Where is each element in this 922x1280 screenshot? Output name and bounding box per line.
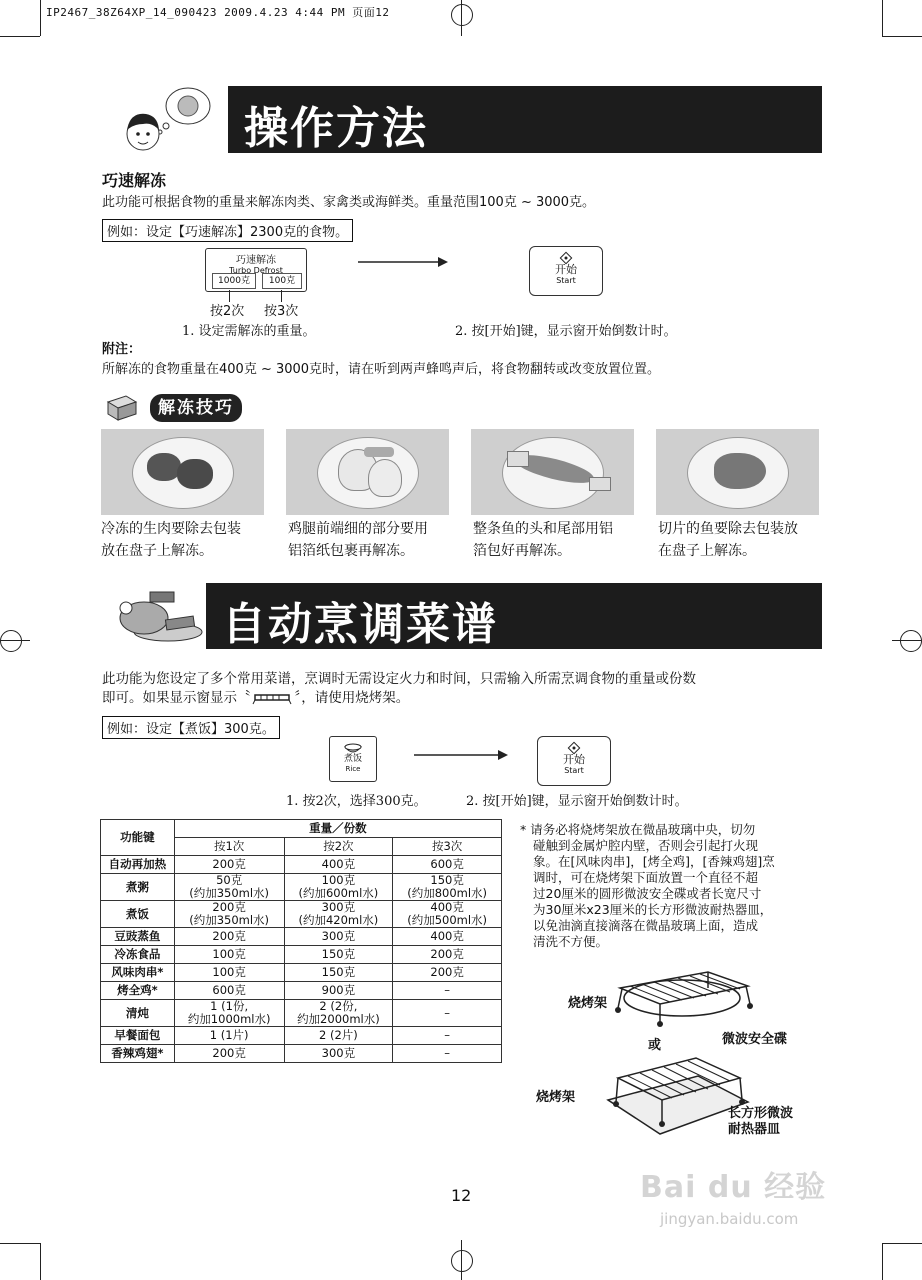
water-amount: (约加350ml水) xyxy=(189,913,270,927)
water-amount: (约加600ml水) xyxy=(298,886,379,900)
start-label-en: Start xyxy=(564,766,584,775)
example-box-defrost: 例如：设定【巧速解冻】2300克的食物。 xyxy=(102,219,353,242)
label-line: 长方形微波 xyxy=(728,1106,794,1121)
weight-value: 200克 xyxy=(212,1046,246,1060)
pointer-line xyxy=(229,290,230,302)
start-button[interactable] xyxy=(529,246,603,296)
start-button[interactable] xyxy=(537,736,611,786)
crop-mark xyxy=(40,0,41,36)
table-row xyxy=(101,946,502,964)
weight-value: 200克 xyxy=(212,929,246,943)
weight-value: 300克 xyxy=(321,929,356,943)
weight-cell xyxy=(284,946,393,964)
label-rectangular-dish xyxy=(728,1106,793,1138)
table-row xyxy=(101,856,502,874)
water-amount: 约加1000ml水) xyxy=(187,1012,271,1026)
weight-cell xyxy=(393,946,502,964)
description-part: 〞，请使用烧烤架。 xyxy=(294,690,410,706)
tip-caption-chicken-legs xyxy=(288,518,428,562)
grill-rack-display-icon xyxy=(251,692,295,704)
weight-100g-button[interactable]: 100克 xyxy=(262,273,302,289)
column-header-function-key: 功能键 xyxy=(101,820,175,856)
tip-caption-line: 放在盘子上解冻。 xyxy=(101,543,213,559)
weight-cell xyxy=(174,1045,284,1063)
function-key-cell: 清炖 xyxy=(101,1000,175,1027)
weight-value: 1 (1份, xyxy=(210,999,249,1013)
registration-mark xyxy=(451,1250,473,1272)
rice-bowl-icon xyxy=(330,740,376,754)
page-title: 操作方法 xyxy=(244,103,428,154)
crop-mark xyxy=(882,1243,922,1244)
weight-cell xyxy=(174,874,284,901)
tip-caption-line: 切片的鱼要除去包装放 xyxy=(658,521,798,537)
arrow-icon xyxy=(414,747,508,761)
weight-cell xyxy=(393,964,502,982)
example-box-rice: 例如：设定【煮饭】300克。 xyxy=(102,716,280,739)
tip-caption-fish-slice xyxy=(658,518,798,562)
weight-cell xyxy=(284,856,393,874)
tip-photo-raw-meat xyxy=(101,429,264,515)
turbo-defrost-description: 此功能可根据食物的重量来解冻肉类、家禽类或海鲜类。重量范围100克 ~ 3000克。 xyxy=(102,195,596,210)
weight-value: 600克 xyxy=(430,857,464,871)
weight-value: 600克 xyxy=(212,983,246,997)
weight-value: 400克 xyxy=(430,929,464,943)
auto-cook-description-line2 xyxy=(102,689,409,708)
tip-photo-chicken-legs xyxy=(286,429,449,515)
table-row xyxy=(101,874,502,901)
defrost-tips-title: 解冻技巧 xyxy=(150,394,242,422)
weight-cell xyxy=(284,1045,393,1063)
panel-title: 巧速解冻 xyxy=(236,255,276,266)
start-diamond-icon xyxy=(538,740,610,754)
note-line: 象。在[风味肉串]，[烤全鸡]，[香辣鸡翅]烹 xyxy=(533,854,775,869)
weight-cell xyxy=(174,964,284,982)
weight-1000g-button[interactable]: 1000克 xyxy=(212,273,256,289)
weight-cell xyxy=(174,856,284,874)
weight-value: 400克 xyxy=(321,857,356,871)
start-label-cn: 开始 xyxy=(555,263,577,276)
weight-cell xyxy=(174,1000,284,1027)
tip-caption-line: 铝箔纸包裹再解冻。 xyxy=(288,543,414,559)
weight-value: 150克 xyxy=(430,873,464,887)
label-microwave-safe-dish: 微波安全碟 xyxy=(722,1032,788,1047)
tip-caption-line: 箔包好再解冻。 xyxy=(473,543,571,559)
weight-cell xyxy=(174,946,284,964)
arrow-icon xyxy=(358,254,448,268)
page-number: 12 xyxy=(451,1186,472,1205)
rice-label-en: Rice xyxy=(345,765,361,773)
tip-caption-line: 鸡腿前端细的部分要用 xyxy=(288,521,428,537)
step1-text: 1. 按2次，选择300克。 xyxy=(286,794,427,809)
weight-value: – xyxy=(444,1028,450,1042)
panel-subtitle: Turbo Defrost xyxy=(229,266,283,275)
weight-cell xyxy=(174,928,284,946)
section-title-auto-cook: 自动烹调菜谱 xyxy=(222,599,498,650)
tip-caption-raw-meat xyxy=(101,518,241,562)
note-line: 清洗不方便。 xyxy=(533,934,609,949)
function-key-cell: 煮饭 xyxy=(101,901,175,928)
note-line: 以免油滴直接滴落在微晶玻璃上面，造成 xyxy=(533,918,759,933)
weight-cell xyxy=(393,1000,502,1027)
tip-caption-line: 整条鱼的头和尾部用铝 xyxy=(473,521,613,537)
crop-mark xyxy=(882,36,922,37)
weight-value: 100克 xyxy=(212,965,246,979)
crop-mark xyxy=(40,1243,41,1280)
column-header-press: 按2次 xyxy=(284,838,393,856)
tip-photo-whole-fish xyxy=(471,429,634,515)
crop-mark xyxy=(0,36,40,37)
weight-cell xyxy=(393,1045,502,1063)
weight-cell xyxy=(284,982,393,1000)
label-grill-rack: 烧烤架 xyxy=(568,996,608,1011)
weight-value: 150克 xyxy=(321,965,356,979)
tip-caption-line: 在盘子上解冻。 xyxy=(658,543,756,559)
crop-mark xyxy=(461,1240,462,1280)
weight-value: 300克 xyxy=(321,1046,356,1060)
water-amount: (约加800ml水) xyxy=(407,886,488,900)
note-label: 附注： xyxy=(102,342,142,357)
note-line: 碰触到金属炉腔内壁，否则会引起打火现 xyxy=(533,838,759,853)
table-row xyxy=(101,901,502,928)
registration-mark xyxy=(900,630,922,652)
weight-cell xyxy=(393,928,502,946)
note-line: 调时，可在烧烤架下面放置一个直径不超 xyxy=(533,870,759,885)
weight-cell xyxy=(393,982,502,1000)
weight-value: 400克 xyxy=(430,900,464,914)
table-row xyxy=(101,1045,502,1063)
weight-cell xyxy=(284,874,393,901)
press-twice-label: 按2次 xyxy=(210,304,245,319)
section-header-operation xyxy=(228,86,822,153)
table-row xyxy=(101,1027,502,1045)
weight-cell xyxy=(284,964,393,982)
column-header-press: 按1次 xyxy=(174,838,284,856)
function-key-cell: 煮粥 xyxy=(101,874,175,901)
baidu-watermark-logo xyxy=(640,1162,830,1208)
label-line: 耐热器皿 xyxy=(728,1122,781,1137)
description-part: 即可。如果显示窗显示〝 xyxy=(102,690,251,706)
subtitle-turbo-defrost: 巧速解冻 xyxy=(102,171,167,190)
defrost-note: 所解冻的食物重量在400克 ~ 3000克时，请在听到两声蜂鸣声后，将食物翻转或改变放置位置。 xyxy=(102,362,661,377)
function-key-cell: 香辣鸡翅* xyxy=(101,1045,175,1063)
turbo-defrost-panel[interactable] xyxy=(205,248,307,292)
print-header: IP2467_38Z64XP_14_090423 2009.4.23 4:44 PM 页面12 xyxy=(46,6,390,19)
weight-value: 900克 xyxy=(321,983,356,997)
water-amount: (约加420ml水) xyxy=(298,913,379,927)
grill-rack-note xyxy=(520,822,775,950)
function-key-cell: 自动再加热 xyxy=(101,856,175,874)
weight-cell xyxy=(393,856,502,874)
weight-value: 100克 xyxy=(321,873,356,887)
weight-cell xyxy=(174,982,284,1000)
registration-mark xyxy=(451,4,473,26)
weight-cell xyxy=(284,901,393,928)
start-label-cn: 开始 xyxy=(563,753,585,766)
tip-caption-whole-fish xyxy=(473,518,613,562)
step2-text: 2. 按[开始]键，显示窗开始倒数计时。 xyxy=(466,794,688,809)
weight-cell xyxy=(174,901,284,928)
registration-mark xyxy=(0,630,22,652)
ice-cube-icon xyxy=(104,392,138,422)
table-row xyxy=(101,964,502,982)
weight-value: – xyxy=(444,1046,450,1060)
weight-cell xyxy=(393,874,502,901)
crop-mark xyxy=(461,0,462,36)
weight-value: 200克 xyxy=(212,857,246,871)
rice-label-cn: 煮饭 xyxy=(343,754,362,764)
weight-value: – xyxy=(444,983,450,997)
water-amount: (约加350ml水) xyxy=(189,886,270,900)
note-line: 为30厘米x23厘米的长方形微波耐热器皿， xyxy=(533,902,773,917)
water-amount: 约加2000ml水) xyxy=(297,1012,380,1026)
function-key-cell: 冷冻食品 xyxy=(101,946,175,964)
crop-mark xyxy=(0,1243,40,1244)
tip-caption-line: 冷冻的生肉要除去包装 xyxy=(101,521,241,537)
weight-cell xyxy=(393,901,502,928)
weight-value: 2 (2片) xyxy=(319,1028,358,1042)
tip-photo-fish-slice xyxy=(656,429,819,515)
step1-text: 1. 设定需解冻的重量。 xyxy=(182,324,316,339)
start-diamond-icon xyxy=(530,250,602,264)
crop-mark xyxy=(882,1243,883,1280)
note-line: 过20厘米的圆形微波安全碟或者长宽尺寸 xyxy=(533,886,762,901)
pointer-line xyxy=(281,290,282,302)
table-row xyxy=(101,928,502,946)
table-row xyxy=(101,982,502,1000)
watermark-brand: Bai du 经验 xyxy=(640,1170,827,1205)
weight-value: 50克 xyxy=(216,873,243,887)
start-label-en: Start xyxy=(556,276,576,285)
function-key-cell: 风味肉串* xyxy=(101,964,175,982)
weight-cell xyxy=(174,1027,284,1045)
note-line: * 请务必将烧烤架放在微晶玻璃中央，切勿 xyxy=(520,822,756,837)
weight-cell xyxy=(393,1027,502,1045)
crop-mark xyxy=(892,640,922,641)
label-grill-rack: 烧烤架 xyxy=(536,1090,576,1105)
weight-cell xyxy=(284,1027,393,1045)
function-key-cell: 豆豉蒸鱼 xyxy=(101,928,175,946)
chef-mascot-icon xyxy=(118,84,228,154)
water-amount: (约加500ml水) xyxy=(407,913,488,927)
auto-cook-weight-table xyxy=(100,819,502,1063)
column-header-press: 按3次 xyxy=(393,838,502,856)
rice-button[interactable] xyxy=(329,736,377,782)
weight-value: 150克 xyxy=(321,947,356,961)
table-row xyxy=(101,1000,502,1027)
auto-cook-description-line1: 此功能为您设定了多个常用菜谱，烹调时无需设定火力和时间，只需输入所需烹调食物的重量或份数 xyxy=(102,671,696,687)
weight-value: 300克 xyxy=(321,900,356,914)
watermark-url: jingyan.baidu.com xyxy=(660,1210,799,1228)
weight-value: 200克 xyxy=(212,900,246,914)
crop-mark xyxy=(0,640,30,641)
weight-value: 100克 xyxy=(212,947,246,961)
column-header-weight-servings: 重量／份数 xyxy=(174,820,501,838)
weight-cell xyxy=(284,1000,393,1027)
crop-mark xyxy=(882,0,883,36)
function-key-cell: 早餐面包 xyxy=(101,1027,175,1045)
step2-text: 2. 按[开始]键，显示窗开始倒数计时。 xyxy=(455,324,677,339)
function-key-cell: 烤全鸡* xyxy=(101,982,175,1000)
weight-value: 1 (1片) xyxy=(209,1028,249,1042)
weight-value: 200克 xyxy=(430,947,464,961)
weight-cell xyxy=(284,928,393,946)
weight-value: 2 (2份, xyxy=(319,999,358,1013)
section-header-auto-cook xyxy=(206,583,822,649)
label-or: 或 xyxy=(648,1038,662,1053)
roast-chicken-icon xyxy=(106,582,206,646)
press-three-times-label: 按3次 xyxy=(264,304,299,319)
weight-value: 200克 xyxy=(430,965,464,979)
weight-value: – xyxy=(444,1005,450,1020)
